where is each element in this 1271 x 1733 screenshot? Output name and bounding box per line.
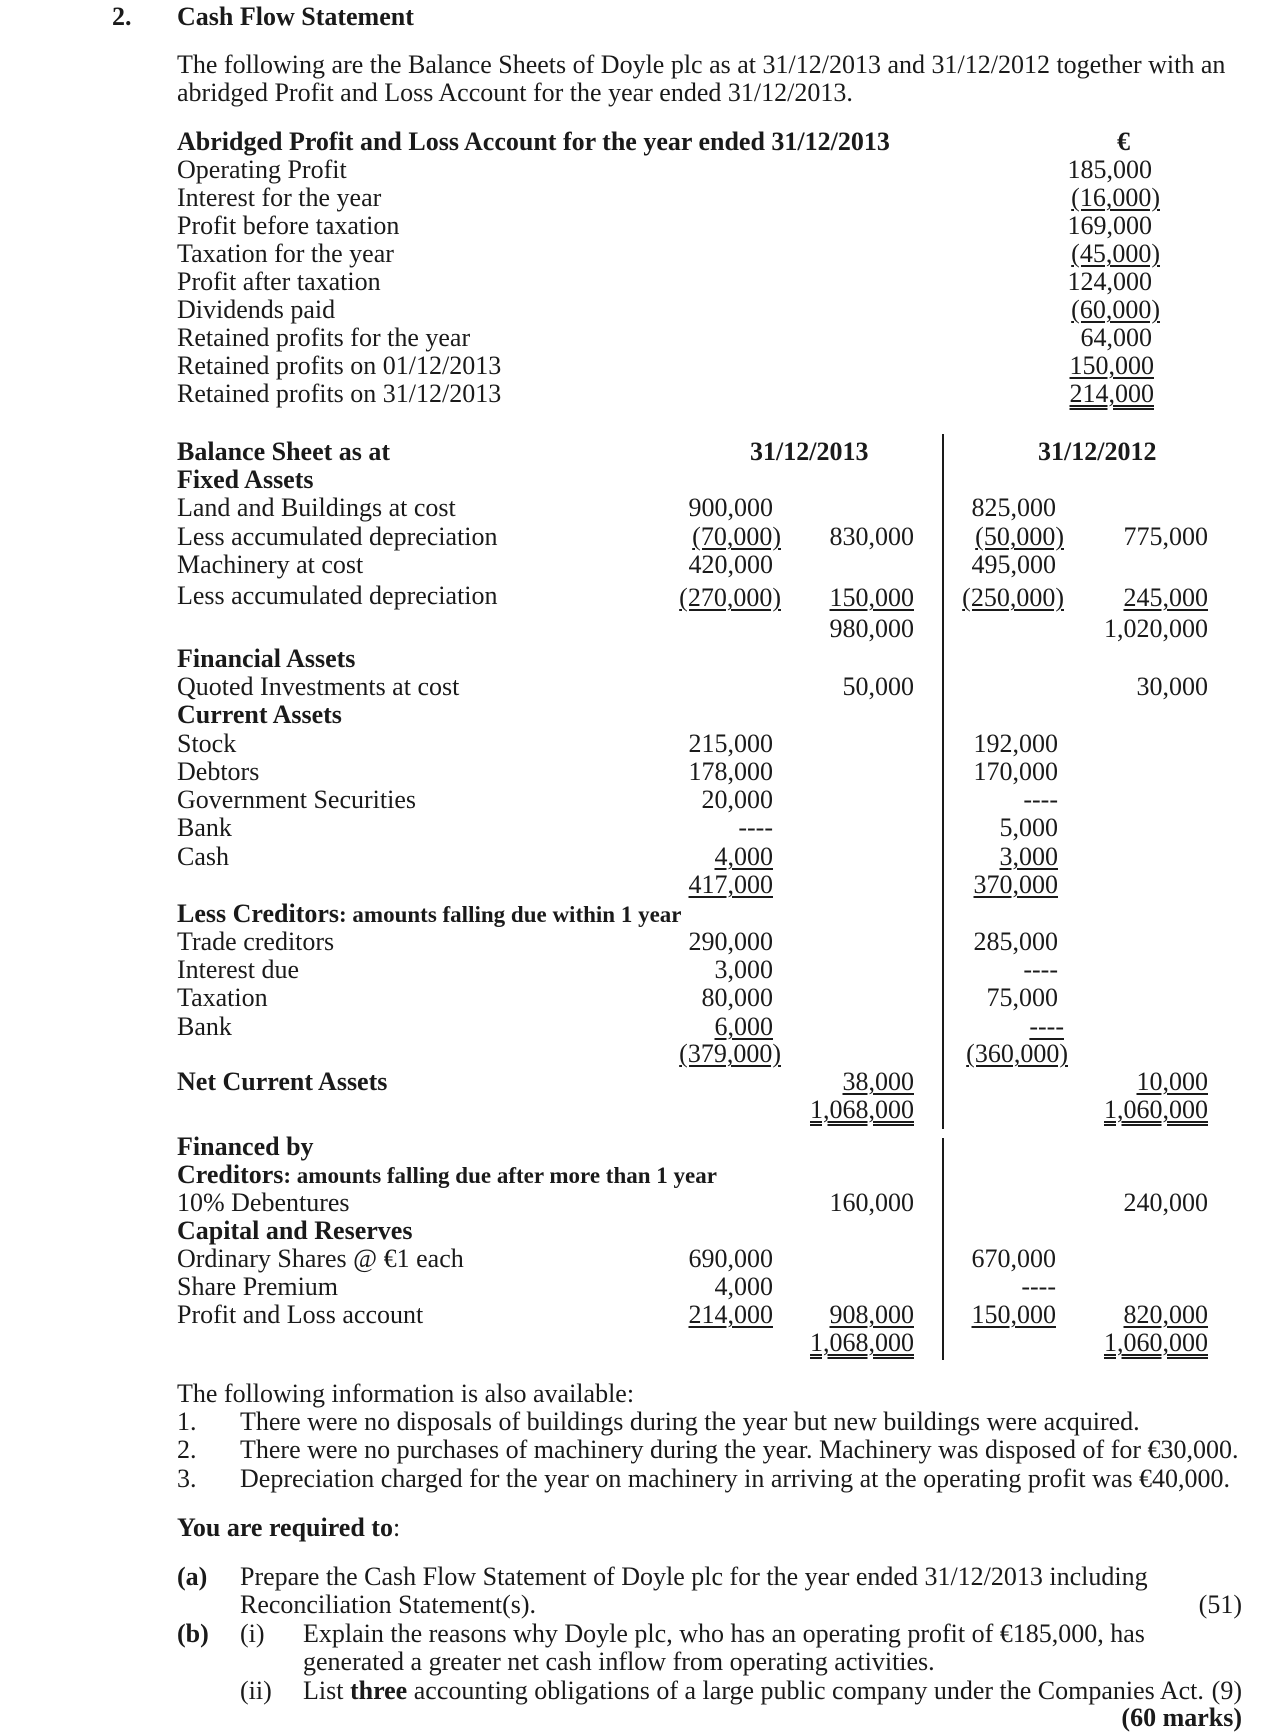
- pl-value-profit-after-tax: 124,000: [1067, 267, 1152, 296]
- fixed-total-2012: 1,020,000: [1104, 614, 1208, 643]
- land-2013: 900,000: [688, 493, 773, 522]
- ord-label: Ordinary Shares @ €1 each: [177, 1244, 464, 1273]
- info-text-2: There were no purchases of machinery during the year. Machinery was disposed of for €30,000.: [240, 1435, 1239, 1464]
- mach-2013: 420,000: [688, 550, 773, 579]
- fin-total-2012: 1,060,000: [1104, 1328, 1208, 1357]
- quoted-label: Quoted Investments at cost: [177, 672, 460, 701]
- land-dep-2012: (50,000): [975, 522, 1064, 551]
- bankcr-2013: 6,000: [714, 1012, 773, 1041]
- pl-label-retained-year: Retained profits for the year: [177, 323, 471, 352]
- land-2012: 825,000: [971, 493, 1056, 522]
- current-assets-heading: Current Assets: [177, 700, 342, 729]
- bankcr-label: Bank: [177, 1012, 232, 1041]
- mach-2012: 495,000: [971, 550, 1056, 579]
- nca-2013: 38,000: [842, 1067, 914, 1096]
- part-a-line-2: Reconciliation Statement(s).: [240, 1590, 537, 1619]
- pl-currency: €: [1117, 127, 1130, 156]
- bank-2013: ----: [738, 813, 773, 842]
- tax-2013: 80,000: [701, 983, 773, 1012]
- cap-reserves-heading: Capital and Reserves: [177, 1216, 413, 1245]
- info-num-2: 2.: [177, 1435, 197, 1464]
- creditors-after-heading: Creditors: amounts falling due after more than 1 year: [177, 1160, 717, 1189]
- intro-line-2: abridged Profit and Loss Account for the year ended 31/12/2013.: [177, 78, 853, 107]
- info-intro: The following information is also available:: [177, 1379, 635, 1408]
- debtors-label: Debtors: [177, 757, 260, 786]
- mach-net-2013: 150,000: [829, 583, 914, 612]
- info-num-3: 3.: [177, 1464, 197, 1493]
- stock-2013: 215,000: [688, 729, 773, 758]
- land-dep-label: Less accumulated depreciation: [177, 522, 498, 551]
- bankcr-2012: ----: [1029, 1012, 1064, 1041]
- info-num-1: 1.: [177, 1407, 197, 1436]
- nca-label: Net Current Assets: [177, 1067, 388, 1096]
- mach-net-2012: 245,000: [1123, 583, 1208, 612]
- pl-label-dividends: Dividends paid: [177, 295, 336, 324]
- pl-label-interest: Interest for the year: [177, 183, 382, 212]
- land-net-2012: 775,000: [1123, 522, 1208, 551]
- prem-label: Share Premium: [177, 1272, 339, 1301]
- mach-dep-2013: (270,000): [679, 583, 781, 612]
- part-b-marks: (9): [1211, 1676, 1242, 1705]
- cash-2013: 4,000: [714, 842, 773, 871]
- stock-2012: 192,000: [973, 729, 1058, 758]
- pl-heading: Abridged Profit and Loss Account for the year ended 31/12/2013: [177, 127, 890, 156]
- debtors-2013: 178,000: [688, 757, 773, 786]
- part-b-label: (b): [177, 1619, 209, 1648]
- total-2013: 1,068,000: [810, 1095, 914, 1124]
- equity-2012: 820,000: [1123, 1300, 1208, 1329]
- cash-2012: 3,000: [999, 842, 1058, 871]
- cl-total-2013: (379,000): [679, 1039, 781, 1068]
- part-a-label: (a): [177, 1562, 208, 1591]
- part-bi-line-2: generated a greater net cash inflow from operating activities.: [303, 1647, 935, 1676]
- financed-by-heading: Financed by: [177, 1132, 314, 1161]
- pl-label-retained-closing: Retained profits on 31/12/2013: [177, 379, 502, 408]
- quoted-2013: 50,000: [842, 672, 914, 701]
- prem-2012: ----: [1021, 1272, 1056, 1301]
- question-number: 2.: [112, 2, 132, 31]
- less-creditors-heading: Less Creditors: amounts falling due within 1 year: [177, 899, 682, 928]
- pl-label-retained-opening: Retained profits on 01/12/2013: [177, 351, 502, 380]
- info-text-1: There were no disposals of buildings during the year but new buildings were acquired.: [240, 1407, 1140, 1436]
- total-marks: (60 marks): [1121, 1703, 1242, 1732]
- deb-2012: 240,000: [1123, 1188, 1208, 1217]
- mach-dep-2012: (250,000): [962, 583, 1064, 612]
- pl-label-profit-before-tax: Profit before taxation: [177, 211, 400, 240]
- deb-2013: 160,000: [829, 1188, 914, 1217]
- part-a-line-1: Prepare the Cash Flow Statement of Doyle plc for the year ended 31/12/2013 including: [240, 1562, 1148, 1591]
- question-title: Cash Flow Statement: [177, 2, 414, 31]
- placc-label: Profit and Loss account: [177, 1300, 424, 1329]
- ord-2013: 690,000: [688, 1244, 773, 1273]
- pl-value-retained-opening: 150,000: [1069, 351, 1154, 380]
- bs-date-2012: 31/12/2012: [1038, 437, 1157, 466]
- cash-label: Cash: [177, 842, 229, 871]
- pl-label-taxation: Taxation for the year: [177, 239, 394, 268]
- govsec-2013: 20,000: [701, 785, 773, 814]
- financial-assets-heading: Financial Assets: [177, 644, 356, 673]
- land-net-2013: 830,000: [829, 522, 914, 551]
- pl-value-interest: (16,000): [1071, 183, 1160, 212]
- equity-2013: 908,000: [829, 1300, 914, 1329]
- required-heading: You are required to:: [177, 1513, 401, 1542]
- pl-value-taxation: (45,000): [1071, 239, 1160, 268]
- interest-label: Interest due: [177, 955, 300, 984]
- part-bi-line-1: Explain the reasons why Doyle plc, who has an operating profit of €185,000, has: [303, 1619, 1145, 1648]
- part-bii-label: (ii): [240, 1676, 272, 1705]
- fixed-assets-heading: Fixed Assets: [177, 465, 314, 494]
- pl-value-operating-profit: 185,000: [1067, 155, 1152, 184]
- part-bii-text: List three accounting obligations of a large public company under the Companies Act.: [303, 1676, 1204, 1705]
- pl-label-operating-profit: Operating Profit: [177, 155, 347, 184]
- ca-total-2013: 417,000: [688, 870, 773, 899]
- pl-value-retained-year: 64,000: [1080, 323, 1152, 352]
- trade-label: Trade creditors: [177, 927, 335, 956]
- placc-2012: 150,000: [971, 1300, 1056, 1329]
- nca-2012: 10,000: [1136, 1067, 1208, 1096]
- interest-2012: ----: [1023, 955, 1058, 984]
- intro-line-1: The following are the Balance Sheets of Doyle plc as at 31/12/2013 and 31/12/2012 together with an: [177, 50, 1226, 79]
- govsec-label: Government Securities: [177, 785, 416, 814]
- pl-value-retained-closing: 214,000: [1069, 379, 1154, 408]
- deb-label: 10% Debentures: [177, 1188, 350, 1217]
- interest-2013: 3,000: [714, 955, 773, 984]
- part-a-marks: (51): [1198, 1590, 1242, 1619]
- cl-total-2012: (360,000): [966, 1039, 1068, 1068]
- prem-2013: 4,000: [714, 1272, 773, 1301]
- ca-total-2012: 370,000: [973, 870, 1058, 899]
- trade-2012: 285,000: [973, 927, 1058, 956]
- bs-heading: Balance Sheet as at: [177, 437, 391, 466]
- mach-dep-label: Less accumulated depreciation: [177, 581, 498, 610]
- bank-2012: 5,000: [999, 813, 1058, 842]
- govsec-2012: ----: [1023, 785, 1058, 814]
- pl-value-dividends: (60,000): [1071, 295, 1160, 324]
- placc-2013: 214,000: [688, 1300, 773, 1329]
- mach-label: Machinery at cost: [177, 550, 364, 579]
- tax-label: Taxation: [177, 983, 268, 1012]
- part-bi-label: (i): [240, 1619, 265, 1648]
- fixed-total-2013: 980,000: [829, 614, 914, 643]
- stock-label: Stock: [177, 729, 237, 758]
- total-2012: 1,060,000: [1104, 1095, 1208, 1124]
- pl-value-profit-before-tax: 169,000: [1067, 211, 1152, 240]
- debtors-2012: 170,000: [973, 757, 1058, 786]
- trade-2013: 290,000: [688, 927, 773, 956]
- fin-total-2013: 1,068,000: [810, 1328, 914, 1357]
- land-dep-2013: (70,000): [692, 522, 781, 551]
- bank-label: Bank: [177, 813, 232, 842]
- land-label: Land and Buildings at cost: [177, 493, 456, 522]
- info-text-3: Depreciation charged for the year on machinery in arriving at the operating profit was €40,000.: [240, 1464, 1231, 1493]
- ord-2012: 670,000: [971, 1244, 1056, 1273]
- bs-date-2013: 31/12/2013: [750, 437, 869, 466]
- tax-2012: 75,000: [986, 983, 1058, 1012]
- quoted-2012: 30,000: [1136, 672, 1208, 701]
- pl-label-profit-after-tax: Profit after taxation: [177, 267, 381, 296]
